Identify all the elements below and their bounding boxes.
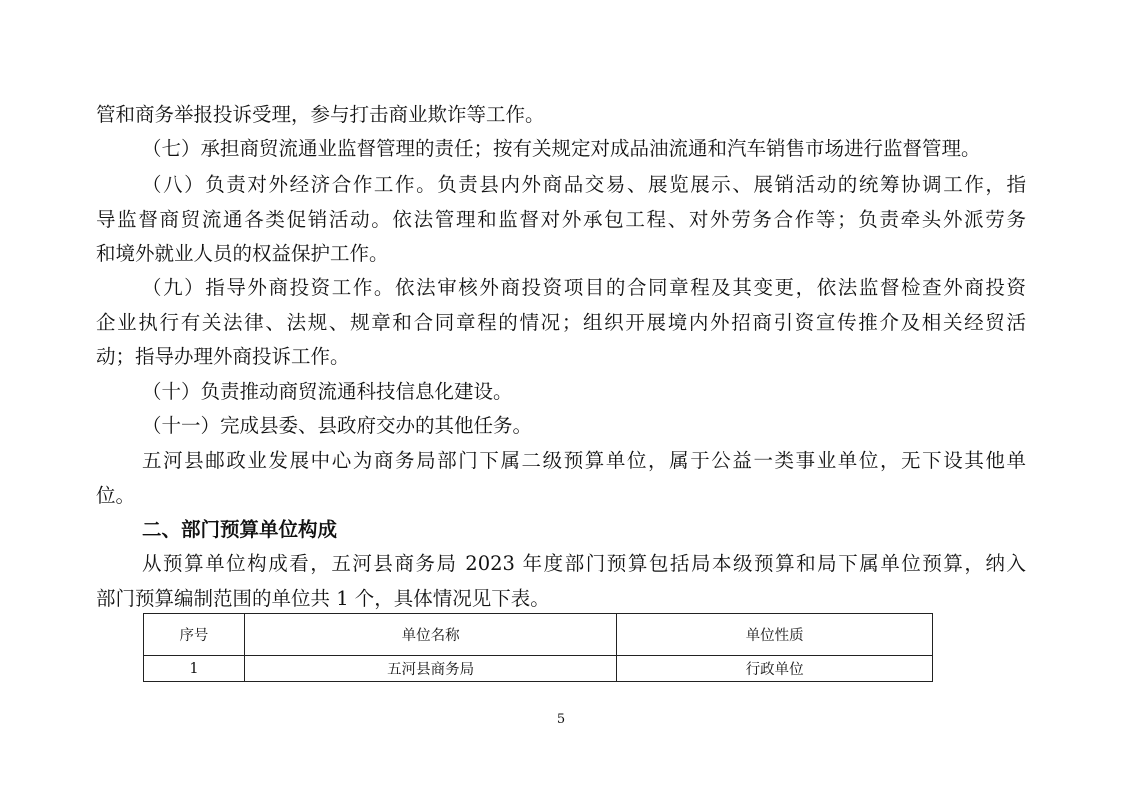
table-cell: 1	[144, 656, 245, 682]
paragraph-line: 企业执行有关法律、法规、规章和合同章程的情况；组织开展境内外招商引资宣传推介及相关经贸活	[96, 311, 1026, 334]
paragraph-line: 部门预算编制范围的单位共 1 个，具体情况见下表。	[96, 587, 550, 610]
paragraph-line: （八）负责对外经济合作工作。负责县内外商品交易、展览展示、展销活动的统筹协调工作，指	[142, 173, 1026, 196]
paragraph-line: 和境外就业人员的权益保护工作。	[96, 242, 389, 265]
table-header-cell: 单位名称	[244, 614, 617, 656]
table-row	[144, 656, 933, 682]
paragraph-line: 五河县邮政业发展中心为商务局部门下属二级预算单位，属于公益一类事业单位，无下设其他单	[142, 449, 1026, 472]
paragraph-line: 动；指导办理外商投诉工作。	[96, 345, 350, 368]
table-header-cell: 序号	[144, 614, 245, 656]
table-header-row	[144, 614, 933, 656]
paragraph-line: （十一）完成县委、县政府交办的其他任务。	[142, 414, 533, 437]
paragraph-line: （十）负责推动商贸流通科技信息化建设。	[142, 380, 513, 403]
section-heading: 二、部门预算单位构成	[142, 518, 338, 541]
paragraph-line: 管和商务举报投诉受理，参与打击商业欺诈等工作。	[96, 103, 545, 126]
paragraph-line: 导监督商贸流通各类促销活动。依法管理和监督对外承包工程、对外劳务合作等；负责牵头外派劳务	[96, 208, 1026, 231]
paragraph-line: （九）指导外商投资工作。依法审核外商投资项目的合同章程及其变更，依法监督检查外商投资	[142, 276, 1026, 299]
table-header-cell: 单位性质	[617, 614, 933, 656]
budget-units-table	[143, 613, 933, 682]
paragraph-line: （七）承担商贸流通业监督管理的责任；按有关规定对成品油流通和汽车销售市场进行监督管理。	[142, 137, 981, 160]
table-cell: 五河县商务局	[244, 656, 617, 682]
page-number: 5	[556, 712, 566, 727]
table-cell: 行政单位	[617, 656, 933, 682]
paragraph-line: 从预算单位构成看，五河县商务局 2023 年度部门预算包括局本级预算和局下属单位预算，纳入	[142, 552, 1026, 575]
paragraph-line: 位。	[96, 484, 136, 507]
